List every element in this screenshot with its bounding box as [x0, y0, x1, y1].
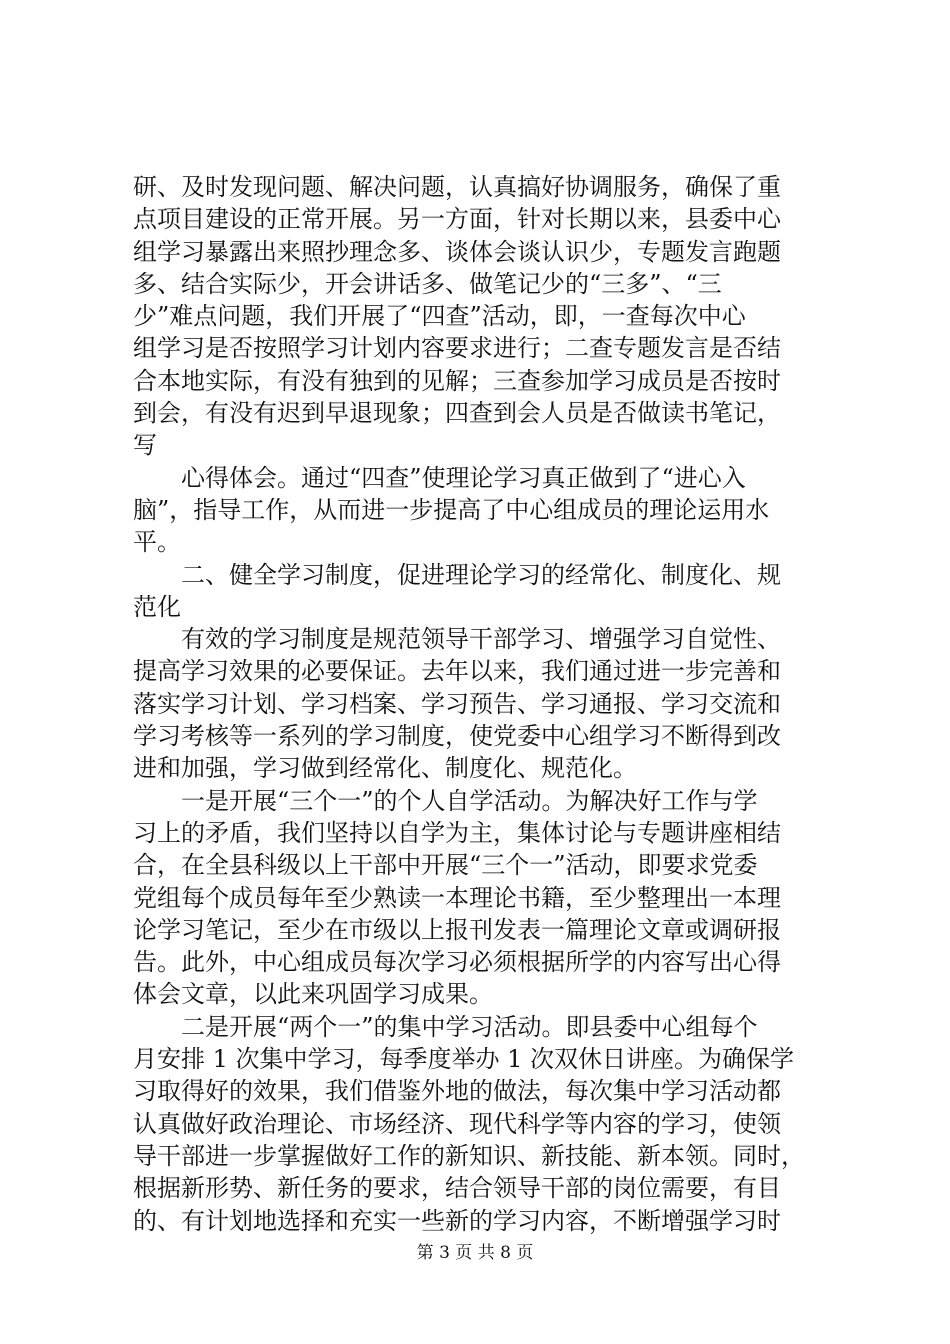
text-line: 习上的矛盾，我们坚持以自学为主，集体讨论与专题讲座相结 [133, 818, 781, 847]
text-line: 落实学习计划、学习档案、学习预告、学习通报、学习交流和 [133, 689, 781, 718]
text-line: 到会，有没有迟到早退现象；四查到会人员是否做读书笔记， [133, 399, 781, 428]
text-line: 提高学习效果的必要保证。去年以来，我们通过进一步完善和 [133, 657, 781, 686]
text-line: 写 [133, 431, 157, 460]
text-line: 多、结合实际少，开会讲话多、做笔记少的“三多”、“三 [133, 269, 722, 298]
text-line: 进和加强，学习做到经常化、制度化、规范化。 [133, 754, 637, 783]
text-line: 点项目建设的正常开展。另一方面，针对长期以来，县委中心 [133, 205, 781, 234]
text-line: 平。 [133, 528, 181, 557]
text-line: 有效的学习制度是规范领导干部学习、增强学习自觉性、 [133, 625, 781, 654]
text-line: 告。此外，中心组成员每次学习必须根据所学的内容写出心得 [133, 948, 781, 977]
section-heading: 二、健全学习制度，促进理论学习的经常化、制度化、规 [133, 560, 781, 589]
text-line: 习取得好的效果，我们借鉴外地的做法，每次集中学习活动都 [133, 1077, 781, 1106]
body-text [133, 171, 833, 1237]
text-line: 学习考核等一系列的学习制度，使党委中心组学习不断得到改 [133, 722, 781, 751]
text-line: 脑”，指导工作，从而进一步提高了中心组成员的理论运用水 [133, 495, 770, 524]
text-line: 二是开展“两个一”的集中学习活动。即县委中心组每个 [133, 1012, 758, 1041]
text-line: 少”难点问题，我们开展了“四查”活动，即，一查每次中心 [133, 302, 746, 331]
text-line: 月安排 1 次集中学习，每季度举办 1 次双休日讲座。为确保学 [133, 1045, 795, 1074]
text-line: 组学习暴露出来照抄理念多、谈体会谈认识少，专题发言跑题 [133, 237, 781, 266]
text-line: 认真做好政治理论、市场经济、现代科学等内容的学习，使领 [133, 1109, 781, 1138]
text-line: 论学习笔记，至少在市级以上报刊发表一篇理论文章或调研报 [133, 915, 781, 944]
text-line: 的、有计划地选择和充实一些新的学习内容，不断增强学习时 [133, 1206, 781, 1235]
text-line: 体会文章，以此来巩固学习成果。 [133, 980, 493, 1009]
text-line: 研、及时发现问题、解决问题，认真搞好协调服务，确保了重 [133, 173, 781, 201]
text-line: 合本地实际，有没有独到的见解；三查参加学习成员是否按时 [133, 366, 781, 395]
page-number-footer: 第 3 页 共 8 页 [416, 1243, 534, 1263]
text-line: 一是开展“三个一”的个人自学活动。为解决好工作与学 [133, 786, 758, 815]
text-line: 心得体会。通过“四查”使理论学习真正做到了“进心入 [133, 463, 746, 492]
text-line: 组学习是否按照学习计划内容要求进行；二查专题发言是否结 [133, 334, 781, 363]
text-line: 导干部进一步掌握做好工作的新知识、新技能、新本领。同时， [133, 1141, 805, 1170]
text-line: 党组每个成员每年至少熟读一本理论书籍，至少整理出一本理 [133, 883, 781, 912]
text-line: 合，在全县科级以上干部中开展“三个一”活动，即要求党委 [133, 851, 758, 880]
text-line: 根据新形势、新任务的要求，结合领导干部的岗位需要，有目 [133, 1174, 781, 1203]
section-heading: 范化 [133, 592, 181, 621]
